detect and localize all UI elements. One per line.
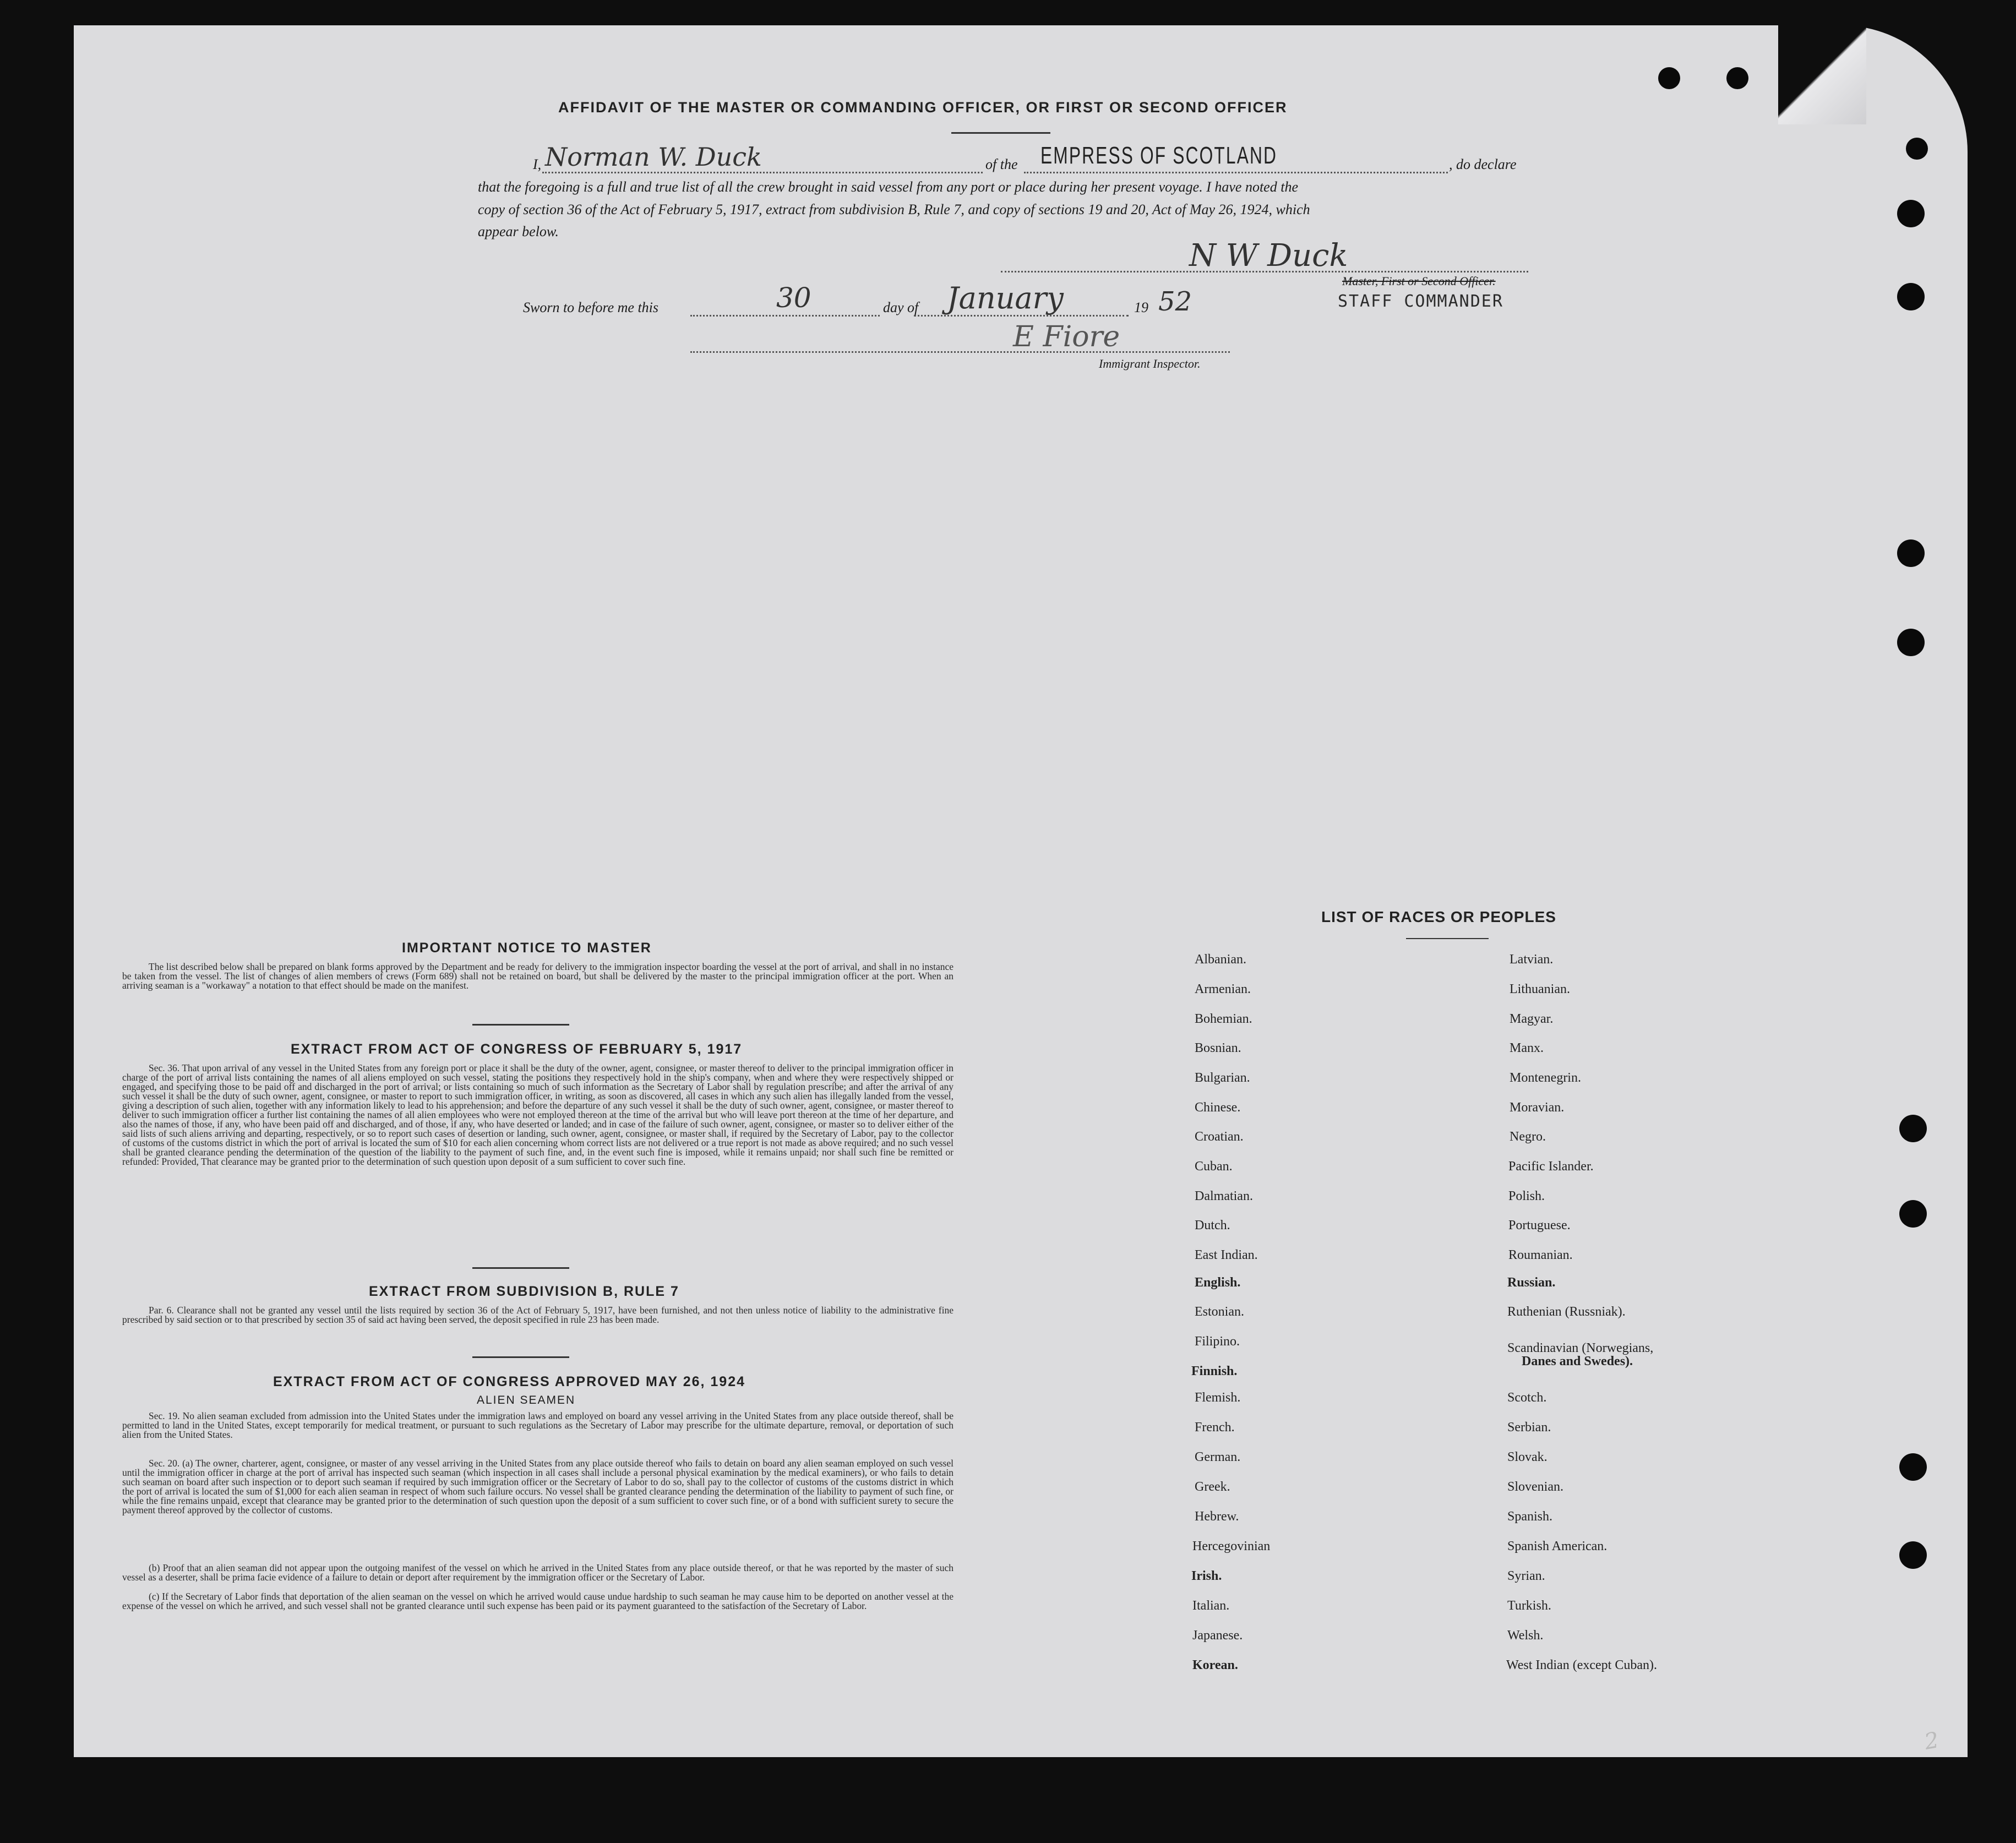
punch-hole-icon	[1726, 67, 1748, 89]
rule7-title: EXTRACT FROM SUBDIVISION B, RULE 7	[369, 1284, 679, 1299]
race-item: Croatian.	[1195, 1130, 1244, 1144]
race-item: Dutch.	[1195, 1218, 1230, 1233]
inspector-caption: Immigrant Inspector.	[1099, 357, 1201, 370]
divider	[1406, 938, 1489, 939]
race-item: Polish.	[1508, 1189, 1545, 1203]
master-name: Norman W. Duck	[545, 142, 762, 172]
extract-1917-text: Sec. 36. That upon arrival of any vessel in the United States from any foreign port or place it shall be the duty of the owner, agent, consignee, or master thereof to deliver to the principal immigration officer in charge of the port of arrival lists containing the names of all aliens employed on such vessel, stating the positions they respectively hold in the ship's company, when and where they were respectively shipped or engaged, and specifying those to be paid off and discharged in the port of arrival; or lists containing so much of such information as the Secretary of Labor shall by regulation prescribe; and after the arrival of any such vessel it shall be the duty of such owner, agent, consignee, or master to report to such immigration officer, in writing, as soon as discovered, all cases in which any such alien has illegally landed from the vessel, giving a description of such alien, together with any information likely to lead to his apprehension; and before the departure of any such vessel it shall be the duty of such owner, agent, consignee, or master thereof to deliver to such immigration officer a further list containing the names of all alien employees who were not employed thereon at the time of the arrival but who will leave port thereon at the time of her departure, and also the names of those, if any, who have been paid off and discharged, and of those, if any, who have deserted or landed; and in case of the failure of such owner, agent, consignee, or master so to deliver either of the said lists of such aliens arriving and departing, respectively, or so to report such cases of desertion or landing, such owner, agent, consignee, or master shall, if required by the Secretary of Labor, pay to the collector of customs of the customs district in which the port of arrival is located the sum of $10 for each alien concerning whom correct lists are not delivered or a true report is not made as above required; and no such vessel shall be granted clearance pending the determination of the question of the liability to the payment of such fine, and, in the event such fine is imposed, while it remains unpaid; nor shall such fine be remitted or refunded: Provided, That clearance may be granted prior to the determination of such question upon deposit of a sum sufficient to cover such fine.	[122, 1062, 953, 1167]
race-item: Lithuanian.	[1510, 982, 1570, 996]
race-item: Spanish American.	[1507, 1539, 1608, 1553]
race-item: Spanish.	[1507, 1509, 1553, 1524]
race-item: Ruthenian (Russniak).	[1507, 1305, 1626, 1319]
sworn-month: January	[947, 281, 1064, 315]
affidavit-title: AFFIDAVIT OF THE MASTER OR COMMANDING OFFICER, OR FIRST OR SECOND OFFICER	[558, 99, 1288, 116]
signature-line	[1001, 271, 1528, 272]
vessel-name: EMPRESS OF SCOTLAND	[1040, 142, 1278, 169]
punch-hole-icon	[1897, 539, 1925, 567]
race-item: Manx.	[1510, 1041, 1544, 1055]
year-prefix: 19	[1134, 299, 1148, 315]
race-item: Magyar.	[1510, 1012, 1554, 1026]
race-item: English.	[1195, 1275, 1241, 1290]
inspector-signature: E Fiore	[1013, 320, 1120, 353]
affidavit-body-line: copy of section 36 of the Act of February 5, 1917, extract from subdivision B, Rule 7, and copy of sections 19 and 20, Act of May 26, 1924, which	[478, 201, 1310, 217]
sworn-label: Sworn to before me this	[523, 299, 659, 315]
year-suffix: 52	[1158, 286, 1192, 317]
race-item: Albanian.	[1195, 952, 1246, 967]
race-item: Slovenian.	[1507, 1480, 1563, 1494]
race-item: French.	[1195, 1420, 1235, 1435]
race-item: Serbian.	[1507, 1420, 1551, 1435]
race-item: Welsh.	[1507, 1628, 1544, 1643]
race-item: Irish.	[1191, 1569, 1222, 1583]
divider	[472, 1267, 569, 1269]
race-item: Chinese.	[1195, 1100, 1241, 1115]
inspector-line	[690, 351, 1230, 353]
divider	[472, 1024, 569, 1026]
race-item: Slovak.	[1507, 1450, 1548, 1464]
race-item: Japanese.	[1192, 1628, 1243, 1643]
race-item: Greek.	[1195, 1480, 1230, 1494]
master-signature: N W Duck	[1189, 238, 1348, 274]
notice-title: IMPORTANT NOTICE TO MASTER	[402, 940, 652, 956]
day-of-label: day of	[883, 299, 919, 315]
race-item: Moravian.	[1510, 1100, 1565, 1115]
punch-hole-icon	[1906, 138, 1928, 160]
race-item: Bohemian.	[1195, 1012, 1252, 1026]
rule7-text: Par. 6. Clearance shall not be granted any vessel until the lists required by section 36 of the Act of February 5, 1917, have been furnished, and not then unless notice of liability to the administrative fine prescribed by said section or to that prescribed by section 35 of said act having been served, the deposit specified in rule 23 has been made.	[122, 1305, 953, 1325]
sworn-day: 30	[776, 282, 811, 314]
notice-text: The list described below shall be prepared on blank forms approved by the Department and be ready for delivery to the immigration inspector boarding the vessel at the port of arrival, and shall in no instance be taken from the vessel. The list of changes of alien members of crews (Form 689) shall not be retained on board, but shall be delivered by the master to the principal immigration officer at the port. When an arriving seaman is a "workaway" a notation to that effect should be made on the manifest.	[122, 961, 953, 991]
divider	[472, 1356, 569, 1358]
race-item: Cuban.	[1195, 1159, 1233, 1174]
punch-hole-icon	[1897, 200, 1925, 227]
race-item: Dalmatian.	[1195, 1189, 1253, 1203]
race-item: East Indian.	[1195, 1248, 1258, 1262]
race-item: Estonian.	[1195, 1305, 1244, 1319]
of-the-label: of the	[985, 156, 1018, 172]
race-item: Hebrew.	[1195, 1509, 1239, 1524]
vessel-line	[1024, 172, 1448, 173]
punch-hole-icon	[1899, 1115, 1927, 1142]
punch-hole-icon	[1658, 67, 1680, 89]
extract-1924-subtitle: ALIEN SEAMEN	[477, 1394, 576, 1406]
do-declare-label: , do declare	[1449, 156, 1517, 172]
race-item: Danes and Swedes).	[1522, 1354, 1633, 1368]
race-item: Bosnian.	[1195, 1041, 1241, 1055]
race-item: Bulgarian.	[1195, 1071, 1250, 1085]
extract-1924-sec20c: (c) If the Secretary of Labor finds that deportation of the alien seaman on the vessel on which he arrived would cause undue hardship to such seaman he may cause him to be deported on another vessel at the expense of the vessel on which he arrived, and such vessel shall not be granted clearance until such expense has been paid or its payment guaranteed to the satisfaction of the Secretary of Labor.	[122, 1591, 953, 1611]
race-item: Syrian.	[1507, 1569, 1545, 1583]
race-item: Latvian.	[1510, 952, 1554, 967]
divider	[951, 132, 1050, 134]
signature-caption-text: Master, First or Second Officer.	[1342, 274, 1496, 288]
handwritten-rank: STAFF COMMANDER	[1338, 292, 1503, 311]
race-item: German.	[1195, 1450, 1241, 1464]
extract-1917-title: EXTRACT FROM ACT OF CONGRESS OF FEBRUARY 5, 1917	[291, 1042, 743, 1057]
race-item: Montenegrin.	[1510, 1071, 1581, 1085]
race-item: Scandinavian (Norwegians,	[1507, 1341, 1654, 1355]
sworn-day-line	[690, 315, 880, 317]
races-title: LIST OF RACES OR PEOPLES	[1321, 908, 1556, 925]
race-item: Russian.	[1507, 1275, 1556, 1290]
name-line	[542, 172, 983, 173]
punch-hole-icon	[1899, 1453, 1927, 1481]
extract-1924-sec20b: (b) Proof that an alien seaman did not appear upon the outgoing manifest of the vessel on which he arrived in the United States from any place outside thereof, or that he was reported by the master of such vessel as a deserter, shall be prima facie evidence of a failure to detain or deport after requirement by the immigration officer or the Secretary of Labor.	[122, 1562, 953, 1583]
extract-1924-sec20a: Sec. 20. (a) The owner, charterer, agent, consignee, or master of any vessel arriving in the United States from any place outside thereof who fails to detain on board any alien seaman employed on such vessel until the immigration officer in charge at the port of arrival has inspected such seaman (which inspection in all cases shall include a personal physical examination by the medical examiners), or who fails to detain such seaman on board after such inspection or to deport such seaman if required by such immigration officer or the Secretary of Labor to do so, shall pay to the collector of customs of the customs district in which the port of arrival is located the sum of $1,000 for each alien seaman in respect of whom such failure occurs. No vessel shall be granted clearance pending the determination of the liability to payment of such fine, or while the fine remains unpaid, except that clearance may be granted prior to the determination of such question upon the deposit of a sum sufficient to cover such fine, or of a bond with sufficient surety to secure the payment thereof approved by the collector of customs.	[122, 1458, 953, 1515]
extract-1924-title: EXTRACT FROM ACT OF CONGRESS APPROVED MAY 26, 1924	[273, 1374, 746, 1389]
race-item: Turkish.	[1507, 1599, 1551, 1613]
folded-corner	[1778, 25, 1866, 124]
race-item: Hercegovinian	[1192, 1539, 1271, 1553]
race-item: Korean.	[1192, 1658, 1238, 1672]
race-item: Armenian.	[1195, 982, 1251, 996]
race-item: Italian.	[1192, 1599, 1230, 1613]
margin-mark: 2	[1922, 1727, 1941, 1755]
race-item: Roumanian.	[1508, 1248, 1573, 1262]
race-item: Portuguese.	[1508, 1218, 1571, 1233]
race-item: Negro.	[1510, 1130, 1546, 1144]
race-item: Scotch.	[1507, 1391, 1547, 1405]
affidavit-body-line: that the foregoing is a full and true list of all the crew brought in said vessel from any port or place during her present voyage. I have noted the	[478, 179, 1298, 195]
race-item: Pacific Islander.	[1508, 1159, 1594, 1174]
affidavit-body-line: appear below.	[478, 223, 559, 239]
declarant-prefix: I,	[533, 156, 542, 172]
punch-hole-icon	[1897, 283, 1925, 310]
race-item: West Indian (except Cuban).	[1506, 1658, 1657, 1672]
race-item: Finnish.	[1191, 1364, 1238, 1378]
extract-1924-sec19: Sec. 19. No alien seaman excluded from admission into the United States under the immigration laws and employed on board any vessel arriving in the United States from any place outside thereof, shall be permitted to land in the United States, except temporarily for medical treatment, or pursuant to such regulations as the Secretary of Labor may prescribe for the ultimate departure, removal, or deportation of such alien from the United States.	[122, 1410, 953, 1440]
punch-hole-icon	[1897, 629, 1925, 656]
punch-hole-icon	[1899, 1541, 1927, 1569]
signature-caption	[1342, 274, 1496, 288]
race-item: Filipino.	[1195, 1334, 1240, 1349]
punch-hole-icon	[1899, 1200, 1927, 1228]
race-item: Flemish.	[1195, 1391, 1241, 1405]
